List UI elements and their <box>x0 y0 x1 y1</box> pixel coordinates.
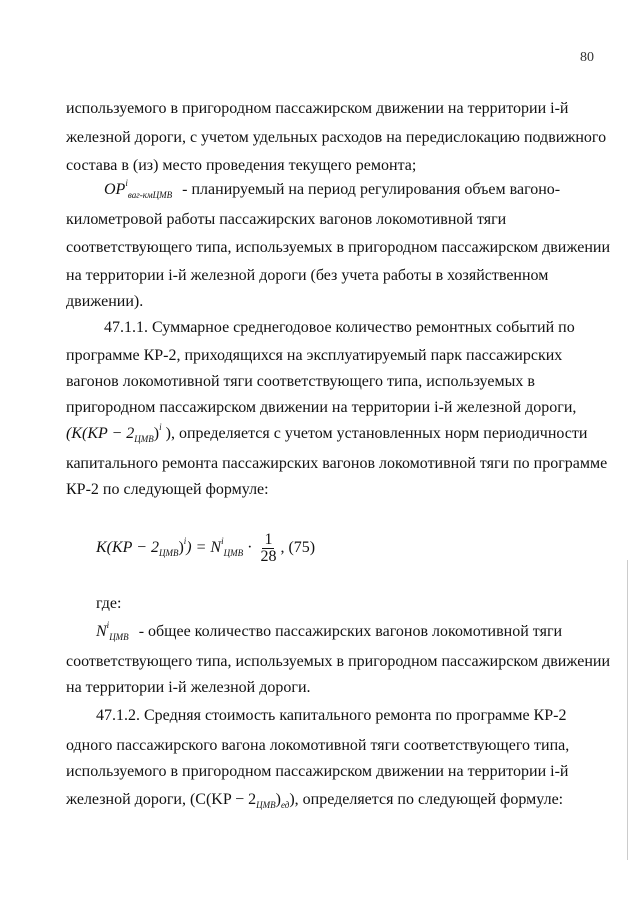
p2-l4-sub2: ед <box>280 800 290 810</box>
text-line: на территории i-й железной дороги. <box>66 679 311 696</box>
paragraph-47-1-2: 47.1.2. Средняя стоимость капитального ремонта по программе КР-2 <box>96 707 567 724</box>
formula-75 <box>96 528 396 569</box>
formula-75-left: K(KP − 2 <box>96 539 159 556</box>
text-line: километровой работы пассажирских вагонов локомотивной тяги <box>66 211 507 228</box>
text-line: КР-2 по следующей формуле: <box>66 481 269 498</box>
text-line: одного пассажирского вагона локомотивной тяги соответствующего типа, <box>66 737 570 754</box>
text-line: движении). <box>66 293 144 310</box>
inline-formula-k: (K(KP − 2 <box>66 425 135 442</box>
formula-75-sub: ЦМВ <box>158 548 179 558</box>
or-symbol: OP <box>104 181 126 198</box>
n-symbol: N <box>96 623 107 640</box>
n-sup: i <box>106 620 110 630</box>
formula-75-numerator: 1 <box>264 530 273 548</box>
definition-n <box>96 622 586 643</box>
text-line: пригородном пассажирском движении на территории i-й железной дороги, <box>66 399 577 416</box>
p2-l4-sub: ЦМВ <box>256 800 276 810</box>
text-line: соответствующего типа, используемых в пригородном пассажирском движении <box>66 653 610 670</box>
or-definition: - планируемый на период регулирования объем вагоно- <box>182 181 561 198</box>
formula-75-close: ) <box>178 539 184 556</box>
text-line: вагонов локомотивной тяги соответствующего типа, используемых в <box>66 373 535 390</box>
or-sup: i <box>125 178 128 188</box>
p2-l4-a: железной дороги, (C(KP − 2 <box>66 791 257 808</box>
n-sub: ЦМВ <box>109 632 129 642</box>
text-line: капитального ремонта пассажирских вагонов локомотивной тяги по программе <box>66 455 608 472</box>
p2-l4-b: ), определяется по следующей формуле: <box>289 791 564 808</box>
inline-formula-line: ($K(KP - 2_{ЦМВ})^i$ ), определяется с учетом установленных норм периодичности <box>66 422 588 444</box>
formula-75-eq: ) = N <box>186 539 222 556</box>
p2-l4-close: ) <box>275 791 281 808</box>
text-line: состава в (из) место проведения текущего ремонта; <box>66 157 417 174</box>
scan-edge-line <box>627 560 628 860</box>
where-label: где: <box>96 595 122 612</box>
text-line: используемого в пригородном пассажирском движении на территории i-й <box>66 763 569 780</box>
text-line: соответствующего типа, используемых в пригородном пассажирском движении <box>66 239 610 256</box>
paragraph-47-1-1: 47.1.1. Суммарное среднегодовое количество ремонтных событий по <box>104 319 575 336</box>
text-line: на территории i-й железной дороги (без учета работы в хозяйственном <box>66 267 549 284</box>
inline-formula-sub: ЦМВ <box>134 434 154 444</box>
inline-formula-text: ), определяется с учетом установленных норм периодичности <box>165 425 588 442</box>
text-line: используемого в пригородном пассажирском движении на территории i-й <box>66 100 569 117</box>
or-sub: ваг-кмЦМВ <box>127 190 173 200</box>
definition-or <box>104 180 586 201</box>
formula-75-n-sup: i <box>221 536 224 546</box>
n-definition: - общее количество пассажирских вагонов локомотивной тяги <box>138 623 563 640</box>
formula-75-n-sub: ЦМВ <box>223 548 244 558</box>
formula-75-sup: i <box>183 536 187 546</box>
inline-formula-line-2 <box>66 790 586 811</box>
inline-formula-sup: i <box>159 422 162 432</box>
page-number: 80 <box>580 50 594 65</box>
formula-75-denominator: 28 <box>260 547 277 565</box>
formula-75-fraction <box>260 532 276 565</box>
text-line: программе КР-2, приходящихся на эксплуатируемый парк пассажирских <box>66 347 563 364</box>
formula-75-tag: , (75) <box>280 539 316 556</box>
formula-75-dot: · <box>247 539 257 556</box>
text-line: железной дороги, с учетом удельных расходов на передислокацию подвижного <box>66 129 607 146</box>
